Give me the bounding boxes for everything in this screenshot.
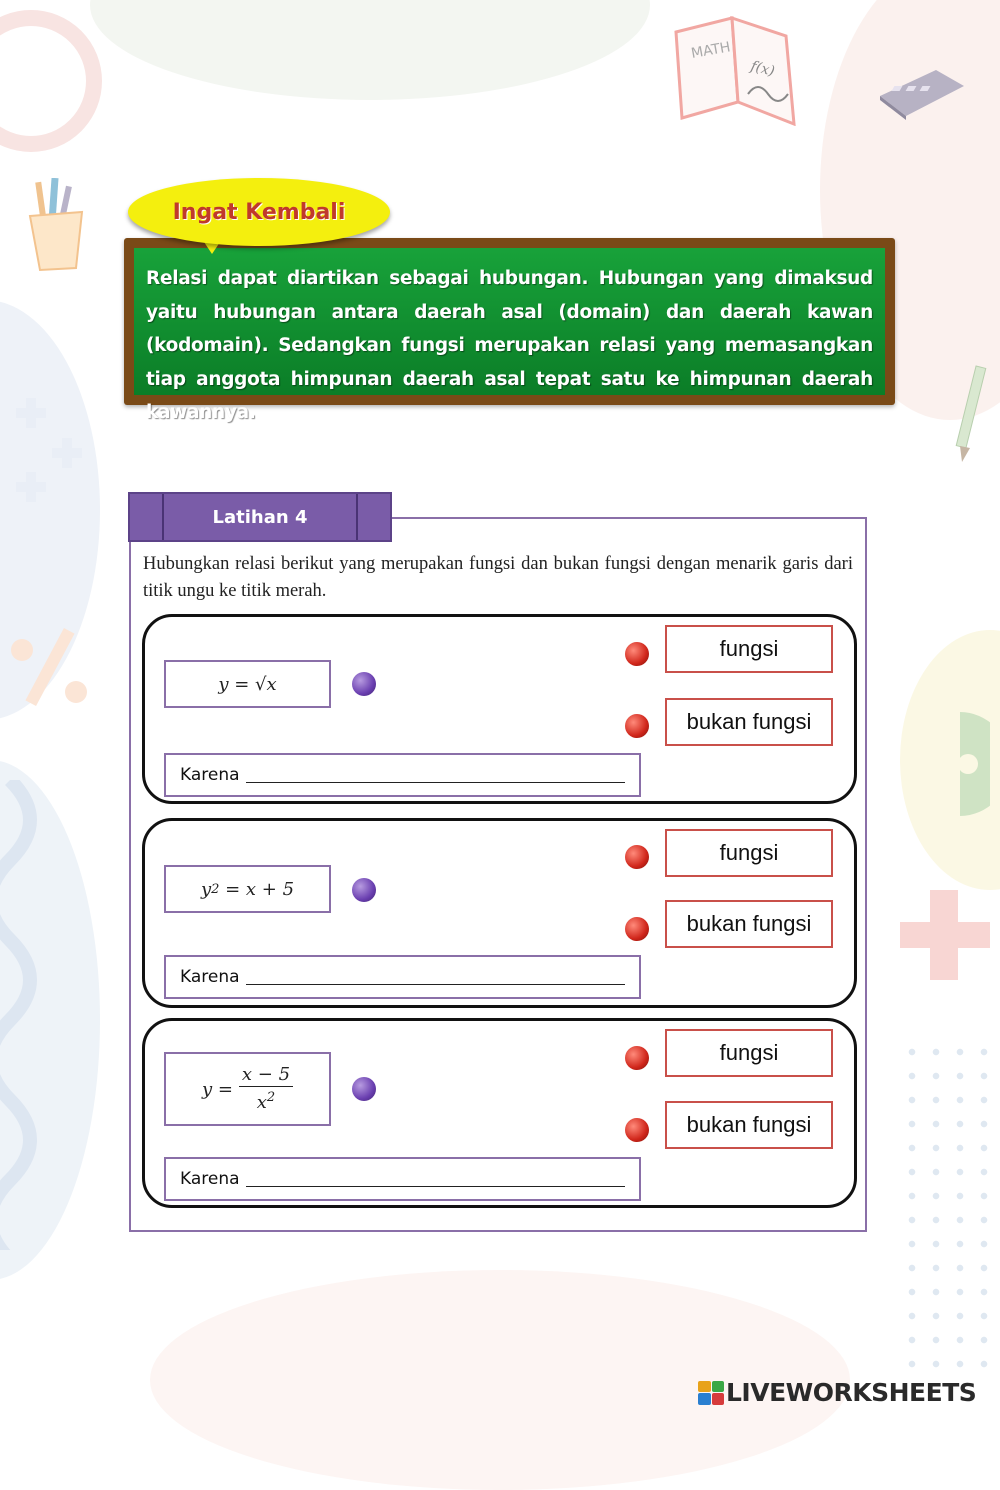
exercise-tab-label: Latihan 4 (212, 506, 308, 528)
red-dot-bukan-fungsi[interactable] (625, 917, 649, 941)
reason-label: Karena (180, 967, 240, 987)
red-dot-fungsi[interactable] (625, 845, 649, 869)
wave-decoration (0, 780, 70, 1250)
equation-exponent: 2 (211, 881, 220, 897)
reason-field[interactable] (164, 955, 641, 999)
reason-field[interactable] (164, 1157, 641, 1201)
calculator-icon (876, 66, 968, 120)
option-label: bukan fungsi (686, 1112, 812, 1137)
equation-box (164, 660, 331, 708)
reason-label: Karena (180, 1169, 240, 1189)
reason-blank-line[interactable] (246, 768, 625, 783)
equation-fraction (239, 1064, 293, 1114)
question-card-2 (142, 818, 857, 1008)
fraction-denominator-base: x (256, 1092, 267, 1113)
red-dot-fungsi[interactable] (625, 1046, 649, 1070)
equation-lhs: y (200, 878, 212, 900)
option-bukan-fungsi (665, 900, 833, 948)
reason-blank-line[interactable] (246, 970, 625, 985)
fraction-denominator (257, 1087, 275, 1114)
dot-grid-decoration (900, 1040, 995, 1370)
option-bukan-fungsi (665, 698, 833, 746)
question-card-1 (142, 614, 857, 804)
purple-dot-handle[interactable] (352, 878, 376, 902)
purple-dot-handle[interactable] (352, 672, 376, 696)
red-dot-fungsi[interactable] (625, 642, 649, 666)
math-book-icon (668, 14, 808, 126)
pencil-icon (952, 362, 992, 464)
red-dot-bukan-fungsi[interactable] (625, 1118, 649, 1142)
background-blob-top (90, 0, 650, 100)
option-fungsi (665, 1029, 833, 1077)
recall-bubble (128, 178, 390, 246)
option-fungsi (665, 625, 833, 673)
option-label: bukan fungsi (686, 709, 812, 734)
equation-text: y = √x (218, 673, 277, 695)
recall-text: Relasi dapat diartikan sebagai hubungan. Hubungan yang dimaksud yaitu hubungan antara daerah asal (domain) dan daerah kawan (kodomain). Sedangkan fungsi merupakan relasi yang memasangkan tiap anggota himpunan daerah asal tepat satu ke himpunan daerah kawannya. (146, 268, 873, 423)
protractor-icon (930, 712, 990, 816)
option-label: bukan fungsi (686, 911, 812, 936)
liveworksheets-logo-text: LIVEWORKSHEETS (726, 1378, 977, 1407)
equation-lhs: y = (201, 1078, 233, 1100)
fraction-numerator: x − 5 (239, 1064, 293, 1087)
red-dot-bukan-fungsi[interactable] (625, 714, 649, 738)
liveworksheets-logo-icon (698, 1381, 724, 1405)
option-bukan-fungsi (665, 1101, 833, 1149)
reason-blank-line[interactable] (246, 1172, 625, 1187)
equation-rhs: = x + 5 (219, 878, 295, 900)
recall-title: Ingat Kembali (172, 199, 346, 225)
ring-decoration (0, 10, 102, 152)
percent-icon (4, 622, 94, 712)
equation-box (164, 865, 331, 913)
book-label-math: MATH (689, 39, 732, 62)
option-label: fungsi (719, 636, 779, 661)
reason-label: Karena (180, 765, 240, 785)
recall-board (124, 238, 895, 423)
equation-box (164, 1052, 331, 1126)
pencil-cup-icon (24, 178, 94, 273)
recall-board-inner (134, 248, 885, 423)
purple-dot-handle[interactable] (352, 1077, 376, 1101)
exercise-instruction: Hubungkan relasi berikut yang merupakan fungsi dan bukan fungsi dengan menarik garis dari titik ungu ke titik merah. (143, 554, 853, 601)
plus-minus-icon (8, 398, 94, 502)
liveworksheets-logo[interactable] (698, 1378, 976, 1407)
option-fungsi (665, 829, 833, 877)
reason-field[interactable] (164, 753, 641, 797)
fraction-denominator-exponent: 2 (266, 1090, 276, 1105)
question-card-3 (142, 1018, 857, 1208)
option-label: fungsi (719, 1040, 779, 1065)
plus-decoration (900, 890, 990, 980)
option-label: fungsi (719, 840, 779, 865)
book-label-fx: f(x) (749, 58, 777, 80)
exercise-tab (128, 492, 392, 542)
